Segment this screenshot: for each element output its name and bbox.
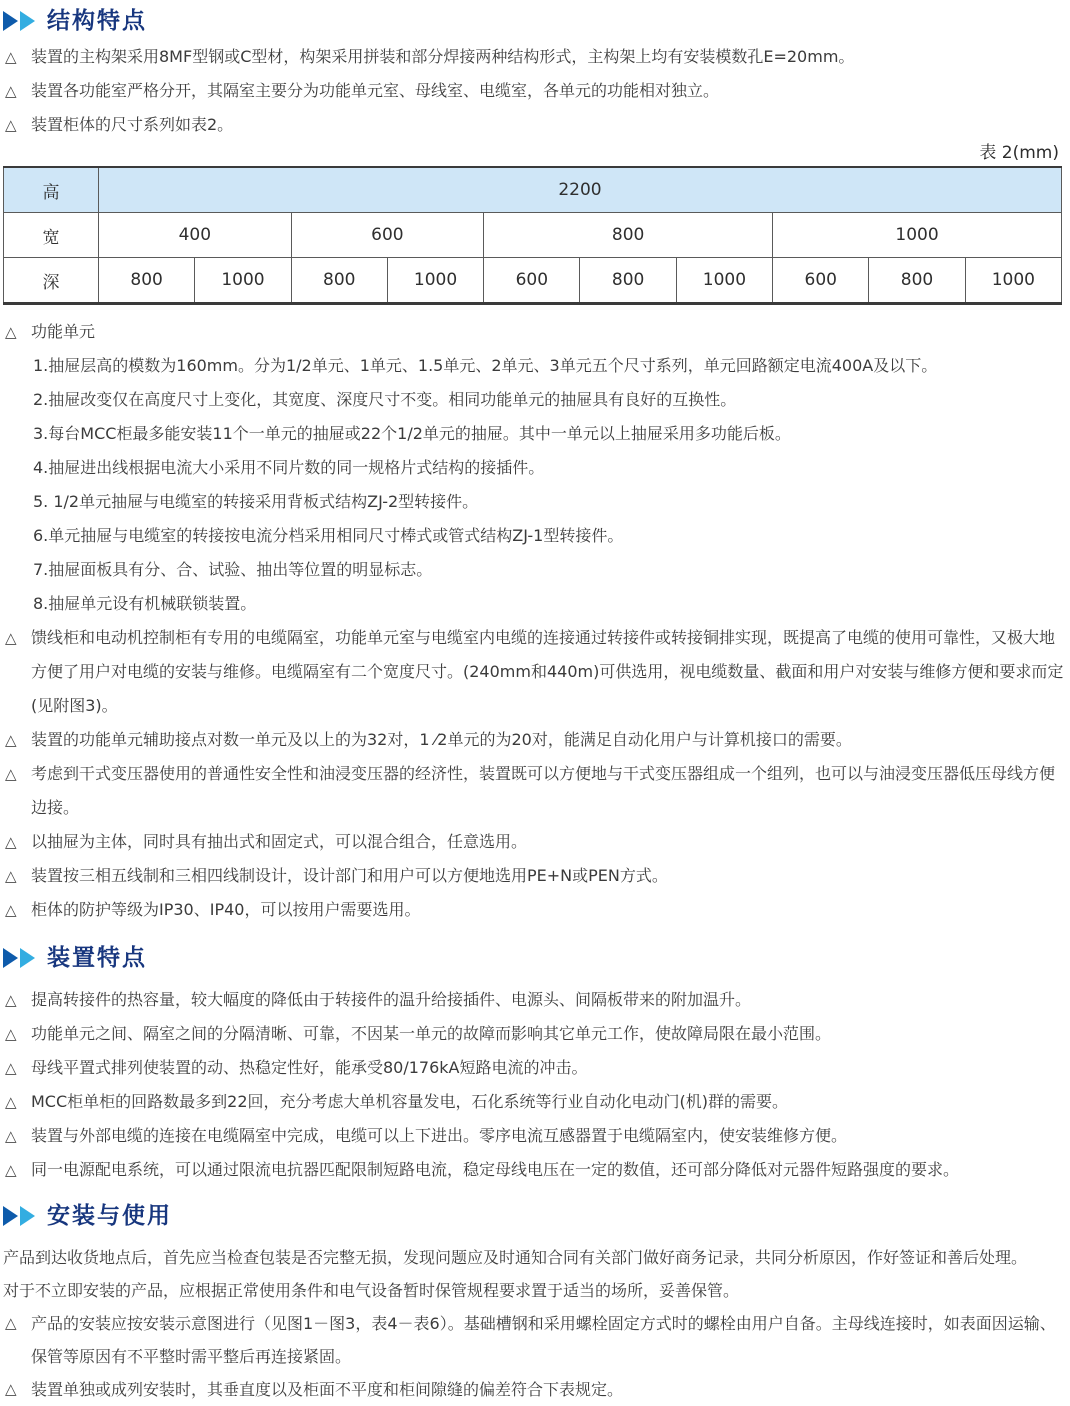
- numbered-item: 7.抽屉面板具有分、合、试验、抽出等位置的明显标志。: [33, 560, 433, 579]
- bullet-text: 以抽屉为主体，同时具有抽出式和固定式，可以混合组合，任意选用。: [31, 832, 528, 851]
- triangle-bullet-marker: △: [5, 901, 17, 919]
- triangle-bullet-marker: △: [5, 1314, 17, 1332]
- bullet-text: 馈线柜和电动机控制柜有专用的电缆隔室，功能单元室与电缆室内电缆的连接通过转接件或转接铜排实现，既提高了电缆的使用可靠性，又极大地方便了用户对电缆的安装与维修。电缆隔室有二个宽度尺寸。(240mm和440m)可供选用，视电缆数量、截面和用户对安装与维修方便和要求而定(见附图3)。: [31, 628, 1064, 715]
- table-row-height: [4, 167, 1062, 213]
- cell-depth-value: 800: [99, 258, 195, 304]
- triangle-bullet-marker: △: [5, 323, 17, 341]
- table-caption: 表 2(mm): [979, 143, 1059, 163]
- cell-width-value: 600: [291, 213, 484, 258]
- paragraph: 产品到达收货地点后，首先应当检查包装是否完整无损，发现问题应及时通知合同有关部门做好商务记录，共同分析原因，作好签证和善后处理。: [3, 1248, 1028, 1267]
- bullet-item: [3, 1017, 1065, 1051]
- bullet-text: 柜体的防护等级为IP30、IP40，可以按用户需要选用。: [31, 900, 421, 919]
- triangle-bullet-marker: △: [5, 731, 17, 749]
- cell-depth-value: 600: [773, 258, 869, 304]
- bullet-text: 装置柜体的尺寸系列如表2。: [31, 115, 234, 134]
- arrow-right-light-icon: [20, 948, 35, 968]
- bullet-item: [3, 757, 1065, 825]
- row-label-height: 高: [4, 167, 99, 213]
- cell-depth-value: 1000: [387, 258, 483, 304]
- numbered-item: 5. 1/2单元抽屉与电缆室的转接采用背板式结构ZJ-2型转接件。: [33, 492, 479, 511]
- cell-depth-value: 800: [291, 258, 387, 304]
- arrow-right-dark-icon: [3, 11, 18, 31]
- numbered-item: 3.每台MCC柜最多能安装11个一单元的抽屉或22个1/2单元的抽屉。其中一单元以上抽屉采用多功能后板。: [33, 424, 791, 443]
- bullet-text: 装置与外部电缆的连接在电缆隔室中完成，电缆可以上下进出。零序电流互感器置于电缆隔室内，使安装维修方便。: [31, 1126, 848, 1145]
- bullet-item: [3, 723, 1065, 757]
- numbered-item: 2.抽屉改变仅在高度尺寸上变化，其宽度、深度尺寸不变。相同功能单元的抽屉具有良好的互换性。: [33, 390, 737, 409]
- cell-depth-value: 1000: [195, 258, 291, 304]
- row-label-width: 宽: [4, 213, 99, 258]
- arrow-right-dark-icon: [3, 948, 18, 968]
- bullet-text: 产品的安装应按安装示意图进行（见图1－图3，表4－表6）。基础槽钢和采用螺栓固定方式时的螺栓由用户自备。主母线连接时，如表面因运输、保管等原因有不平整时需平整后再连接紧固。: [31, 1314, 1056, 1366]
- cell-depth-value: 800: [869, 258, 965, 304]
- bullet-item: [3, 1153, 1065, 1187]
- bullet-item: [3, 40, 1065, 74]
- triangle-bullet-marker: △: [5, 116, 17, 134]
- cabinet-size-table: [3, 166, 1062, 305]
- section-heading-features: [3, 943, 1065, 973]
- triangle-bullet-marker: △: [5, 991, 17, 1009]
- bullet-item: [3, 893, 1065, 927]
- numbered-item: 6.单元抽屉与电缆室的转接按电流分档采用相同尺寸棒式或管式结构ZJ-1型转接件。: [33, 526, 624, 545]
- bullet-item: [3, 983, 1065, 1017]
- bullet-item: [3, 1051, 1065, 1085]
- bullet-text: 装置按三相五线制和三相四线制设计，设计部门和用户可以方便地选用PE+N或PEN方式。: [31, 866, 668, 885]
- bullet-text: 提高转接件的热容量，较大幅度的降低由于转接件的温升给接插件、电源头、间隔板带来的附加温升。: [31, 990, 752, 1009]
- bullet-text: 装置的功能单元辅助接点对数一单元及以上的为32对，1 ⁄2单元的为20对，能满足自动化用户与计算机接口的需要。: [31, 730, 852, 749]
- cell-depth-value: 600: [484, 258, 580, 304]
- bullet-item: [3, 825, 1065, 859]
- triangle-bullet-marker: △: [5, 1025, 17, 1043]
- bullet-item: [3, 74, 1065, 108]
- bullet-text: 装置的主构架采用8MF型钢或C型材，构架采用拼装和部分焊接两种结构形式，主构架上均有安装模数孔E=20mm。: [31, 47, 855, 66]
- triangle-bullet-marker: △: [5, 833, 17, 851]
- row-label-depth: 深: [4, 258, 99, 304]
- bullet-text: 装置单独或成列安装时，其垂直度以及柜面不平度和柜间隙缝的偏差符合下表规定。: [31, 1380, 624, 1399]
- triangle-bullet-marker: △: [5, 1161, 17, 1179]
- bullet-text: 装置各功能室严格分开，其隔室主要分为功能单元室、母线室、电缆室，各单元的功能相对独立。: [31, 81, 720, 100]
- bullet-item: [3, 1085, 1065, 1119]
- triangle-bullet-marker: △: [5, 1093, 17, 1111]
- table-row-depth: [4, 258, 1062, 304]
- cell-depth-value: 800: [580, 258, 676, 304]
- numbered-item: 1.抽屉层高的模数为160mm。分为1/2单元、1单元、1.5单元、2单元、3单元五个尺寸系列，单元回路额定电流400A及以下。: [33, 356, 938, 375]
- bullet-item: [3, 1307, 1065, 1373]
- numbered-item: 4.抽屉进出线根据电流大小采用不同片数的同一规格片式结构的接插件。: [33, 458, 545, 477]
- bullet-text: 同一电源配电系统，可以通过限流电抗器匹配限制短路电流，稳定母线电压在一定的数值，还可部分降低对元器件短路强度的要求。: [31, 1160, 960, 1179]
- cell-width-value: 1000: [773, 213, 1062, 258]
- install-section: [3, 1201, 1065, 1406]
- section-title: 结构特点: [47, 8, 147, 34]
- triangle-bullet-marker: △: [5, 1059, 17, 1077]
- triangle-bullet-marker: △: [5, 629, 17, 647]
- triangle-bullet-marker: △: [5, 48, 17, 66]
- cell-height-value: 2200: [99, 167, 1062, 213]
- triangle-bullet-marker: △: [5, 1380, 17, 1398]
- triangle-bullet-marker: △: [5, 82, 17, 100]
- bullet-text: 功能单元之间、隔室之间的分隔清晰、可靠，不因某一单元的故障而影响其它单元工作，使故障局限在最小范围。: [31, 1024, 832, 1043]
- arrow-right-dark-icon: [3, 1206, 18, 1226]
- bullet-item: [3, 859, 1065, 893]
- triangle-bullet-marker: △: [5, 1127, 17, 1145]
- bullet-text: 功能单元: [31, 322, 96, 341]
- cell-width-value: 800: [484, 213, 773, 258]
- arrow-right-light-icon: [20, 11, 35, 31]
- bullet-item: [3, 108, 1065, 142]
- triangle-bullet-marker: △: [5, 867, 17, 885]
- cell-width-value: 400: [99, 213, 292, 258]
- bullet-text: 母线平置式排列使装置的动、热稳定性好，能承受80/176kA短路电流的冲击。: [31, 1058, 588, 1077]
- paragraph: 对于不立即安装的产品，应根据正常使用条件和电气设备暂时保管规程要求置于适当的场所，妥善保管。: [3, 1281, 740, 1300]
- section-title: 装置特点: [47, 945, 147, 971]
- bullet-text: 考虑到干式变压器使用的普通性安全性和油浸变压器的经济性，装置既可以方便地与干式变压器组成一个组列，也可以与油浸变压器低压母线方便边接。: [31, 764, 1056, 817]
- numbered-item: 8.抽屉单元设有机械联锁装置。: [33, 594, 257, 613]
- cell-depth-value: 1000: [965, 258, 1061, 304]
- section-heading-structure: [3, 6, 1065, 36]
- table-row-width: [4, 213, 1062, 258]
- cell-depth-value: 1000: [676, 258, 772, 304]
- arrow-right-light-icon: [20, 1206, 35, 1226]
- bullet-item: [3, 1119, 1065, 1153]
- bullet-item: [3, 621, 1065, 723]
- section-title: 安装与使用: [47, 1203, 172, 1229]
- bullet-item: [3, 315, 1065, 349]
- bullet-text: MCC柜单柜的回路数最多到22回，充分考虑大单机容量发电，石化系统等行业自动化电动门(机)群的需要。: [31, 1092, 788, 1111]
- bullet-item: [3, 1373, 1065, 1406]
- section-heading-install: [3, 1201, 1065, 1231]
- triangle-bullet-marker: △: [5, 765, 17, 783]
